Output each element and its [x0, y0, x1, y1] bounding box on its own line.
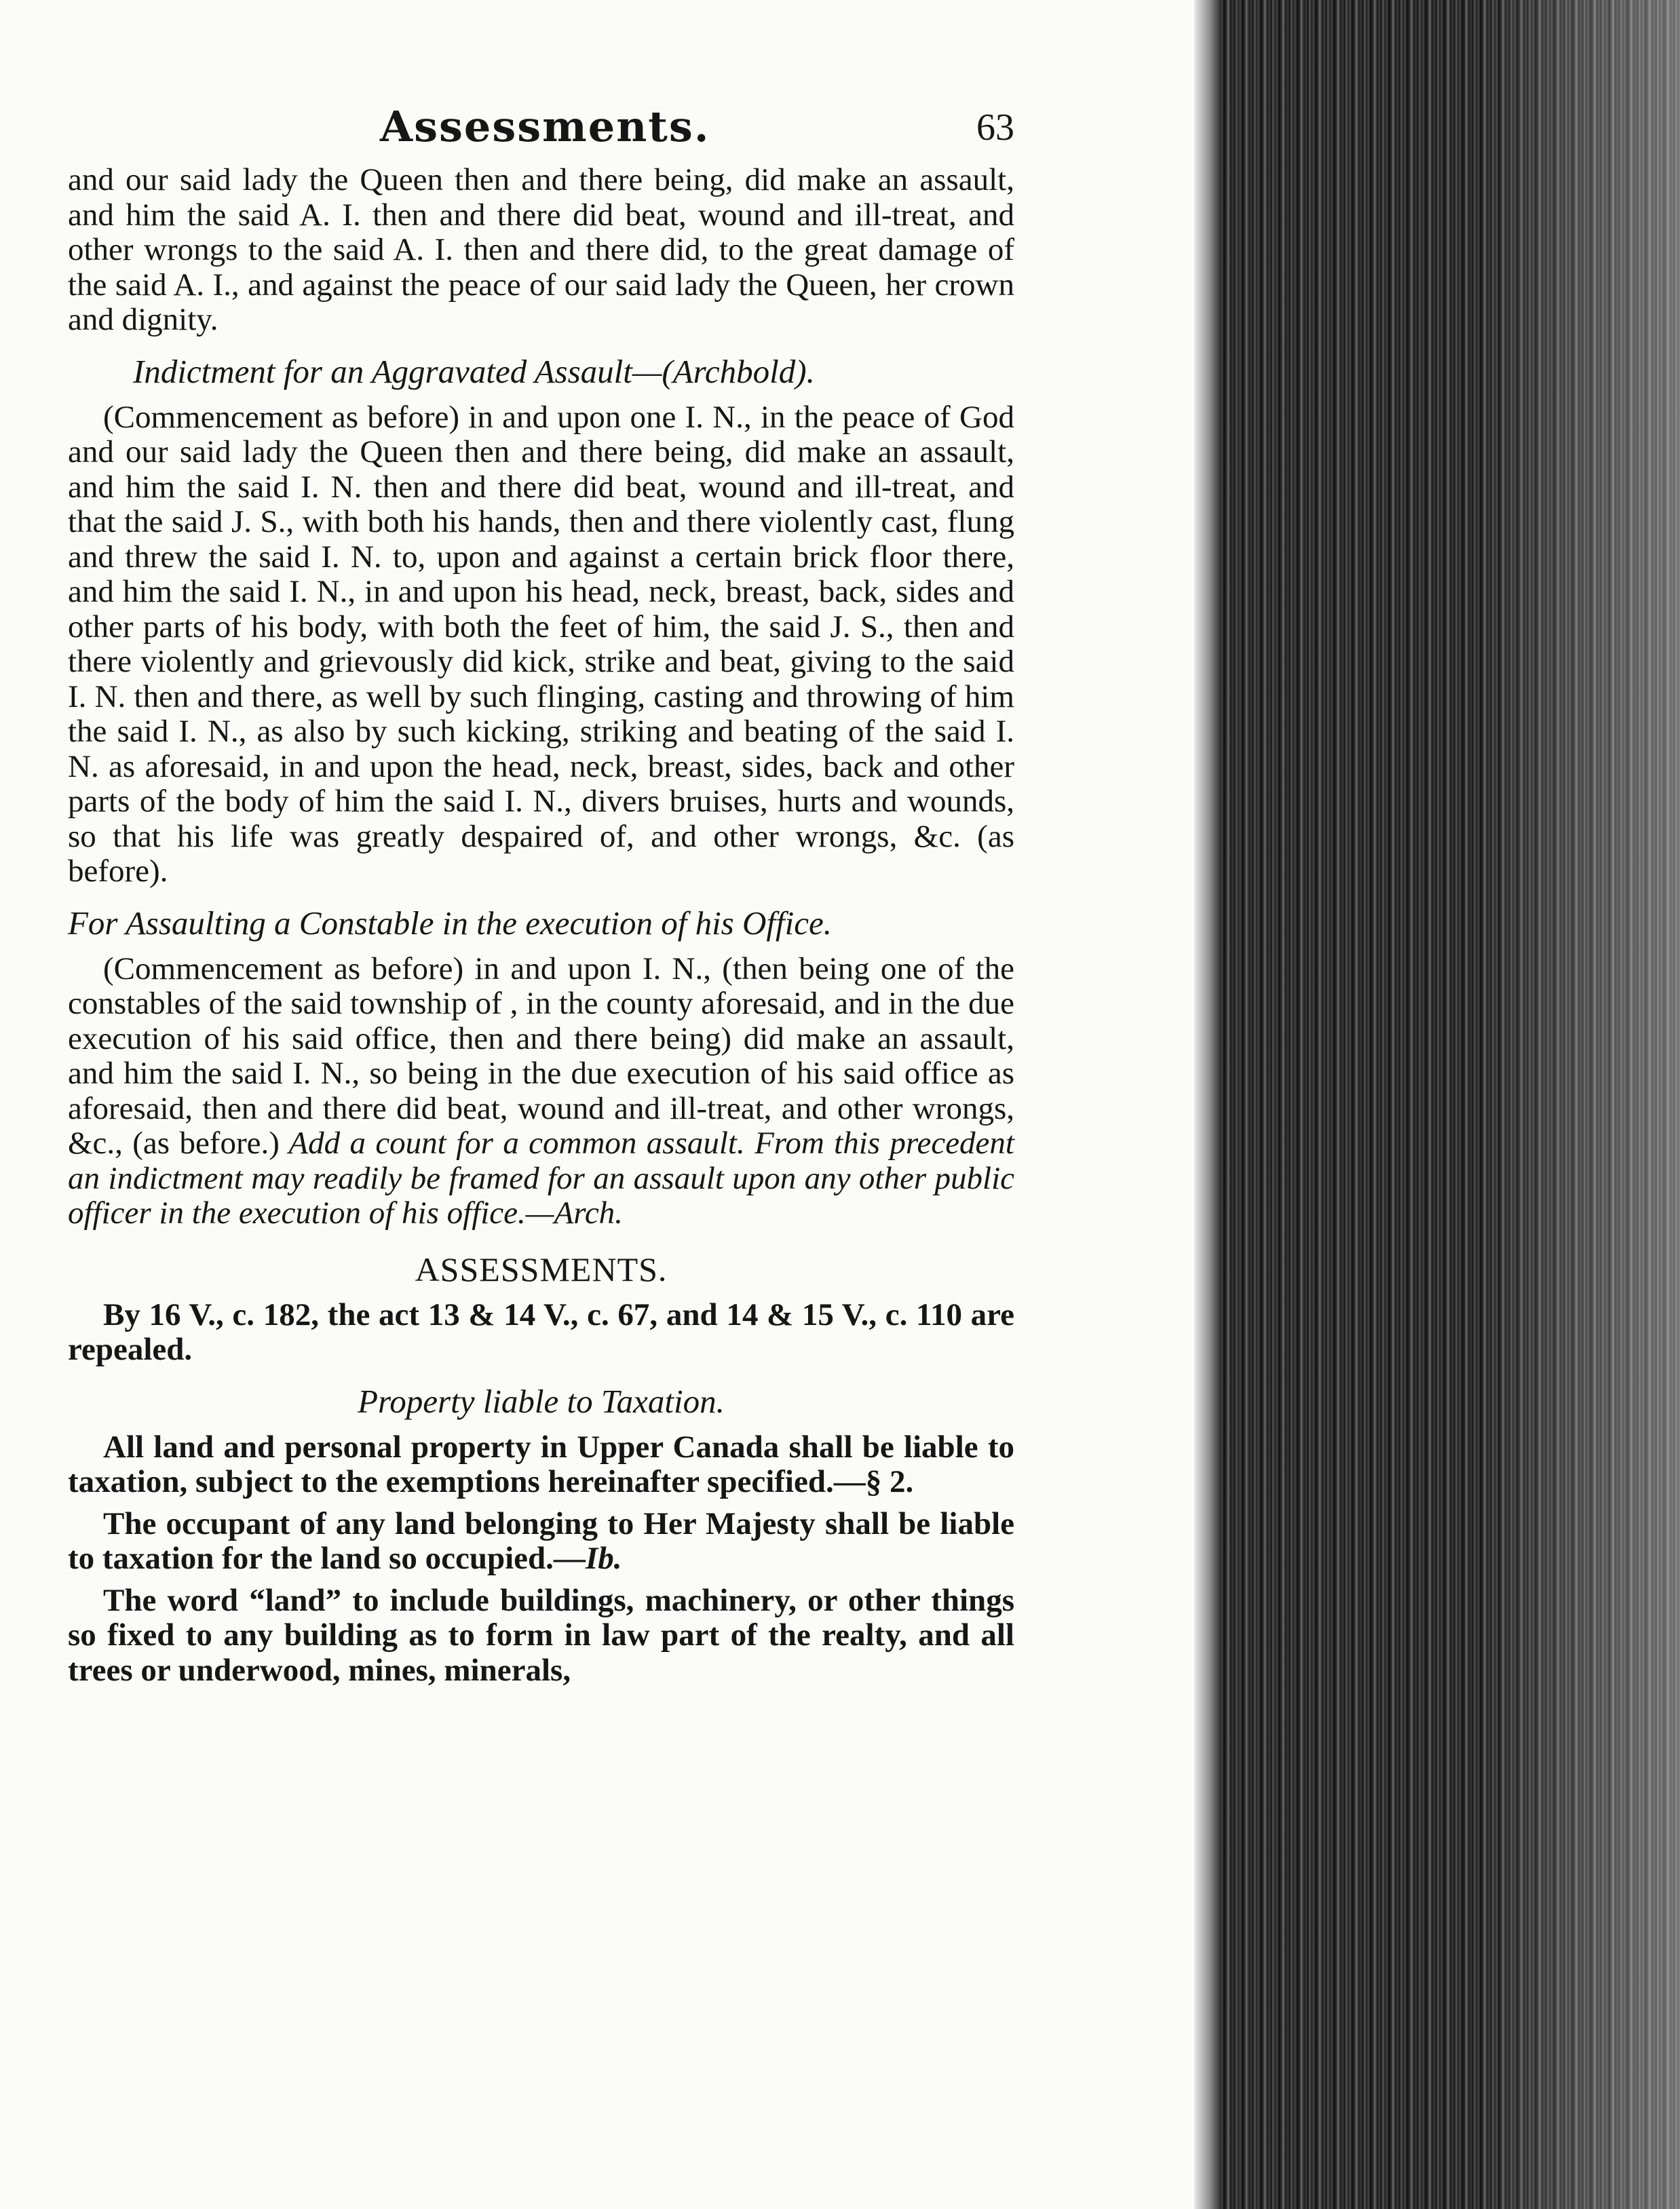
paragraph-repeal: By 16 V., c. 182, the act 13 & 14 V., c. 67, and 14 & 15 V., c. 110 are repealed.: [68, 1296, 1014, 1367]
paragraph-land-definition: The word “land” to include buildings, machinery, or other things so fixed to any building as to form in law part of the realty, and all trees or underwood, mines, minerals,: [68, 1582, 1014, 1688]
spacer: [68, 1577, 1014, 1583]
constable-note: Add a count for a common assault. From this precedent an indictment may readily be framed for an assault upon any other public officer in the execution of his office.—Arch.: [68, 1126, 1014, 1231]
page-number: 63: [976, 107, 1014, 149]
paragraph-aggravated-assault: (Commencement as before) in and upon one I. N., in the peace of God and our said lady the Queen then and there being, did make an assault, and him the said I. N. then and there did beat, wound and ill-treat, and that the said J. S., with both his hands, then and there violently cast, flung and threw the said I. N. to, upon and against a certain brick floor there, and him the said I. N., in and upon his head, neck, breast, back, sides and other parts of his body, with both the feet of him, the said J. S., then and there violently and grievously did kick, strike and beat, giving to the said I. N. then and there, as well by such flinging, casting and throwing of him the said I. N., as also by such kicking, striking and beating of the said I. N. as aforesaid, in and upon the head, neck, breast, sides, back and other parts of the body of him the said I. N., divers bruises, hurts and wounds, so that his life was greatly despaired of, and other wrongs, &c. (as before).: [68, 399, 1014, 889]
running-title: Assessments.: [380, 102, 710, 151]
occupant-text: The occupant of any land belonging to Her Majesty shall be liable to taxation for the land so occupied.—: [68, 1505, 1014, 1576]
heading-assaulting-constable: For Assaulting a Constable in the execution of his Office.: [68, 904, 832, 942]
heading-aggravated-assault: Indictment for an Aggravated Assault—(Archbold).: [133, 352, 815, 390]
subheading-property-liable: Property liable to Taxation.: [358, 1382, 725, 1420]
paragraph-assault-conclusion: and our said lady the Queen then and there being, did make an assault, and him the said A. I. then and there did beat, wound and ill-treat, and other wrongs to the said A. I. then and there did, to the great damage of the said A. I., and against the peace of our said lady the Queen, her crown and dignity.: [68, 162, 1014, 337]
paragraph-assaulting-constable: [68, 952, 1014, 1231]
page-content: [68, 102, 1014, 1688]
page-stack-edge: [1194, 0, 1680, 2209]
paragraph-property-liable: All land and personal property in Upper Canada shall be liable to taxation, subject to the exemptions hereinafter specified.—§ 2.: [68, 1429, 1014, 1499]
running-head: [68, 102, 1014, 163]
section-heading-assessments: ASSESSMENTS.: [415, 1250, 668, 1288]
occupant-ref: Ib.: [585, 1541, 622, 1576]
constable-text: (Commencement as before) in and upon I. N., (then being one of the constables of the said township of , in the county aforesaid, and in the due execution of his said office, then and there being) did make an assault, and him the said I. N., so being in the due execution of his said office as aforesaid, then and there did beat, wound and ill-treat, and other wrongs, &c., (as before.): [68, 950, 1014, 1161]
paragraph-occupant: [68, 1507, 1014, 1577]
assessments-body: [68, 1298, 1014, 1689]
